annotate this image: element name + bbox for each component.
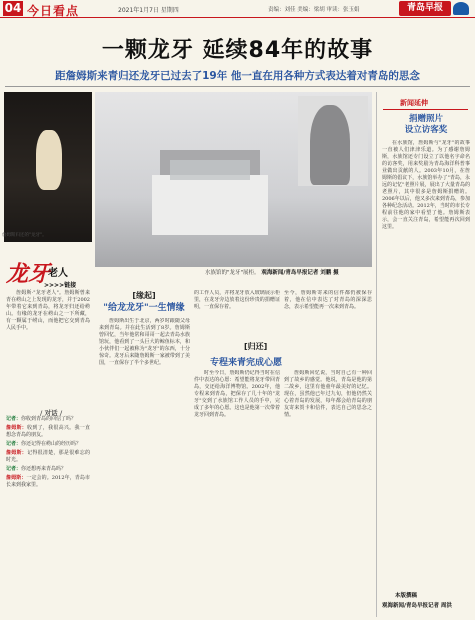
- article-column-2: 的工作人员，并将龙牙放入玻璃展示柜里，在龙牙旁边放着这份珍贵的捐赠证明，一直保存着。: [194, 290, 280, 310]
- left-column-text: 詹姆斯·"龙牙老人"。詹姆斯曾来青在崂山之上发现的龙牙，并于2002年带着它来到青岛，将龙牙归还给崂山。有缘的龙牙在崂山之一下所藏，有一颗属于崂山，而他把它交到青岛人民手中。: [6, 290, 90, 331]
- dialog-item: 詹姆斯：记得很清楚，那是很难忘的时光。: [6, 450, 90, 463]
- section-title: 今日看点: [27, 4, 80, 18]
- display-case-glass: [170, 160, 250, 180]
- link-label: >>>>链接: [44, 282, 77, 289]
- article-column-1: 詹姆斯出生于北京，两岁时跟随父母来到青岛。并在此生活到了8岁。詹姆斯曾回忆，当年他常和哥哥一起去青岛水族馆玩，他看到了一头巨大的鲸鱼标本，和小伙伴们一起被称为"龙牙"的东西，十分惊奇。龙牙后来随詹姆斯一家被带到了美国，一直保存了半个多世纪。: [99, 318, 190, 366]
- display-case: [152, 175, 268, 235]
- sidebar-text: 在水族馆，詹姆斯与"龙牙"的故事一直被人们津津乐道。为了感谢詹姆斯，水族馆还专门设立了以他名字命名的访客奖，用来奖励为青岛海洋科普事业做出贡献的人。2003年10月，在詹姆斯的倡议下，水族馆举办了"青岛，永远的记忆"老照片展，展出了大量青岛的老照片，其中很多是詹姆斯捐赠的。2006年以后，他又多次来到青岛，参加各种纪念活动。2012年，当时的市长专程前往他的家中看望了他。詹姆斯表示，会一直关注青岛，希望能再次回到这里。: [382, 140, 470, 230]
- return-tag: [归还]: [244, 342, 268, 351]
- dialog-item: 詹姆斯：一定会的。2012年，青岛市长来到我家里。: [6, 475, 90, 488]
- dragon-tooth-image: [36, 130, 62, 190]
- dialog-item: 记者：你还想再来青岛吗？: [6, 466, 67, 472]
- photo-caption: 水族馆的"龙牙"展柜。 观海新闻/青岛早报记者 刘鹏 摄: [205, 270, 339, 276]
- article-column-3: 至今，詹姆斯寄来的信件都仍被保存着，他在信中表达了对青岛的深深思念，表示希望能再一次来到青岛。: [284, 290, 372, 310]
- dialog-section: [6, 416, 90, 491]
- dialog-heading: / 对话 /: [40, 409, 63, 417]
- logo-emblem-icon: [453, 2, 469, 15]
- staff-credits: 责编：刘佳 美编：梁胡 审读：张玉娟: [268, 7, 360, 13]
- issue-date: 2021年1月7日 星期四: [118, 7, 179, 14]
- lead-tag: [缘起]: [132, 291, 156, 300]
- article-column-2b: 时至今日，詹姆斯仍记得当时在信件中表达的心愿：希望能将龙牙带回青岛，交还给海洋博物馆。2002年，他专程来到青岛，把保存了几十年的"龙牙"交到了水族馆工作人员的手中，完成了多年的心愿。这也是他第一次带着龙牙回到青岛。: [194, 370, 280, 418]
- divider: [5, 86, 470, 87]
- dialog-item: 詹姆斯：收到了，我很高兴。我一直想念青岛的朋友。: [6, 425, 90, 438]
- old-man-label: 老人: [48, 268, 68, 279]
- tooth-caption: 詹姆斯归还的"龙牙"。: [2, 233, 47, 238]
- article-column-3b: 詹姆斯回忆说，当时自己有一种回到了故乡的感觉。他说，青岛是他的第二故乡，这里有他童年最美好的记忆。现在，虽然他已年过九旬，但他仍然关心着青岛的发展，每年都会给青岛的朋友寄来贺卡和信件，表达自己的思念之情。: [284, 370, 372, 418]
- byline-label: 本版撰稿: [395, 593, 418, 599]
- byline: 观海新闻/青岛早报记者 周洪: [382, 603, 452, 609]
- return-subtitle: 专程来青完成心愿: [210, 358, 283, 368]
- sidebar-title: 捐赠照片 设立访客奖: [404, 114, 448, 135]
- sidebar-tag: 新闻延伸: [400, 99, 428, 107]
- page-number: 04: [4, 1, 22, 15]
- dialog-item: 记者：你还记得在崂山的经历吗？: [6, 441, 82, 447]
- dialog-item: 记者：你收到青岛的回信了吗？: [6, 416, 77, 422]
- person-figure: [310, 105, 350, 185]
- headline: 一颗龙牙 延续84年的故事: [101, 38, 374, 63]
- sidebar-divider: [383, 109, 468, 110]
- subheadline: 距詹姆斯来青归还龙牙已过去了19年 他一直在用各种方式表达着对青岛的思念: [55, 70, 420, 82]
- dragon-tooth-title: 龙牙: [6, 261, 51, 287]
- lead-subtitle: "给龙龙牙"一生情缘: [103, 303, 185, 313]
- photo-credit: 观海新闻/青岛早报记者 刘鹏 摄: [261, 270, 339, 276]
- newspaper-logo: 青岛早报: [399, 1, 451, 16]
